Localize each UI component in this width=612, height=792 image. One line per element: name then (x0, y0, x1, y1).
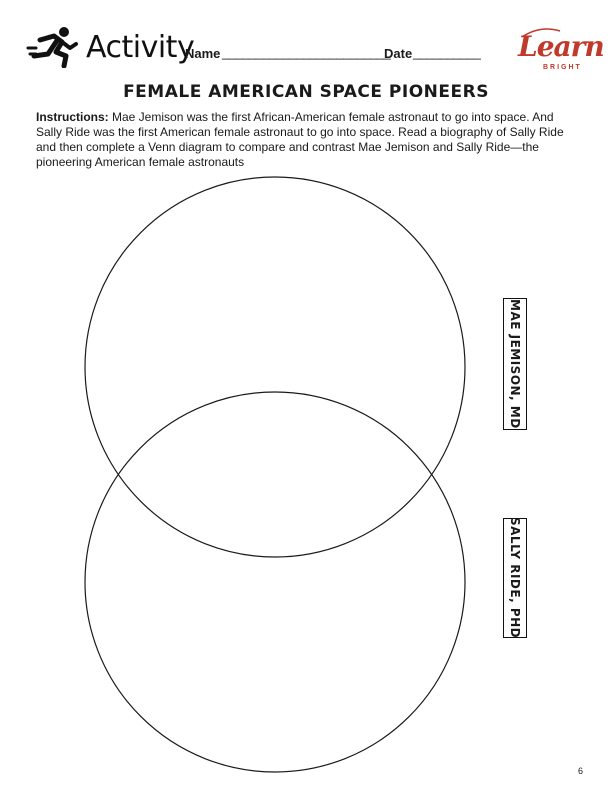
logo-learn-text: Learn (518, 30, 604, 63)
instructions-text: Mae Jemison was the first African-American female astronaut to go into space. And Sally Ride was the first American female astronaut to go into space. Read a biography of Sally Ride and then complete a Venn diagram to compare and contrast Mae Jemison and Sally Ride—the pioneering American female astronauts (36, 110, 564, 169)
date-field[interactable]: __________ (413, 45, 481, 60)
mae-jemison-label: MAE JEMISON, MD (508, 299, 522, 429)
name-field[interactable]: _________________________ (222, 45, 391, 60)
mae-jemison-label-box (503, 298, 527, 430)
venn-circle-bottom (85, 392, 465, 772)
page-number: 6 (578, 766, 584, 776)
activity-heading: Activity (86, 30, 195, 65)
instructions-label: Instructions: (36, 110, 109, 124)
sally-ride-label: SALLY RIDE, PHD (508, 517, 522, 639)
page-title: FEMALE AMERICAN SPACE PIONEERS (123, 82, 489, 102)
sally-ride-label-box (503, 518, 527, 638)
venn-circle-top (85, 177, 465, 557)
logo-bright-text: BRIGHT (543, 64, 582, 71)
date-label: Date (384, 46, 413, 61)
name-label: Name (185, 46, 221, 61)
